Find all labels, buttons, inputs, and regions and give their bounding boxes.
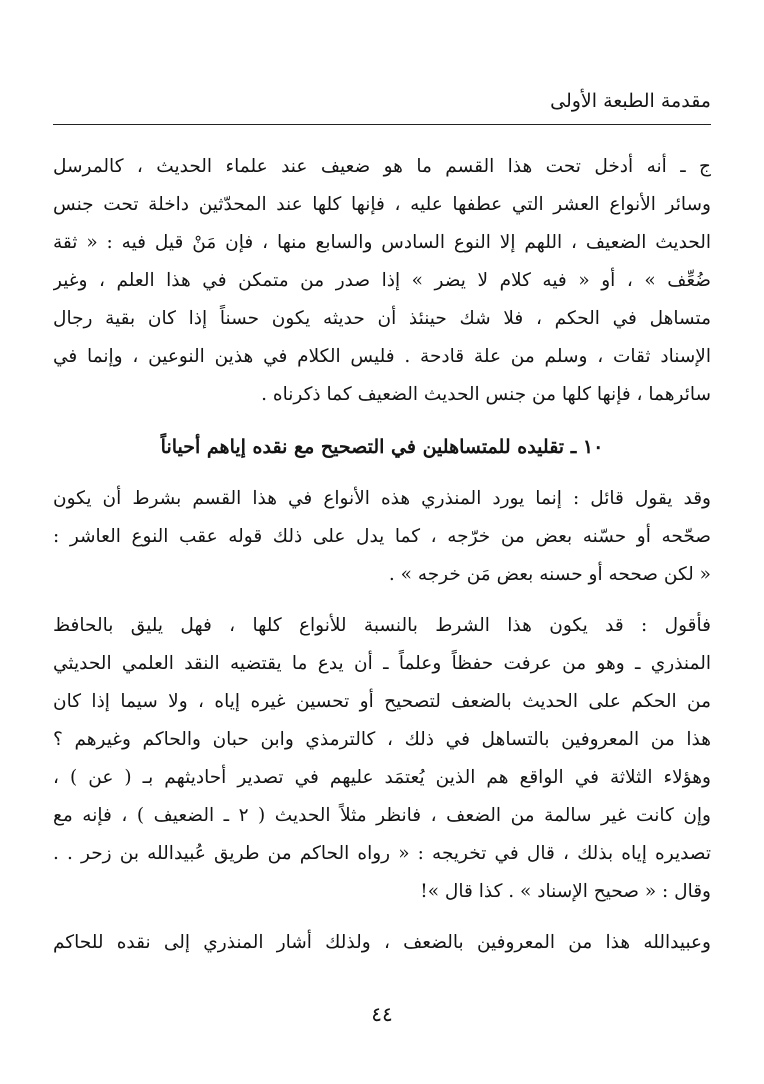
text-line: ضُعِّف » ، أو « فيه كلام لا يضر » إذا صدر من متمكن في هذا العلم ، وغير xyxy=(53,270,711,291)
text-line: وإن كانت غير سالمة من الضعف ، فانظر مثلاً الحديث ( ٢ ـ الضعيف ) ، فإنه مع xyxy=(53,805,711,826)
paragraph-3 xyxy=(53,607,711,911)
text-line: وسائر الأنواع العشر التي عطفها عليه ، فإنها كلها عند المحدّثين داخلة تحت جنس xyxy=(53,194,711,215)
paragraph-4 xyxy=(53,924,711,962)
page-body xyxy=(53,148,711,962)
text-line: وعبيدالله هذا من المعروفين بالضعف ، ولذلك أشار المنذري إلى نقده للحاكم xyxy=(53,932,711,953)
text-line: ج ـ أنه أدخل تحت هذا القسم ما هو ضعيف عند علماء الحديث ، كالمرسل xyxy=(53,156,711,177)
section-heading: ١٠ ـ تقليده للمتساهلين في التصحيح مع نقده إياهم أحياناً xyxy=(160,436,604,458)
text-line: متساهل في الحكم ، فلا شك حينئذ أن حديثه يكون حسناً إذا كان بقية رجال xyxy=(53,308,711,329)
paragraph-1 xyxy=(53,148,711,414)
text-line: وقد يقول قائل : إنما يورد المنذري هذه الأنواع في هذا القسم بشرط أن يكون xyxy=(53,488,711,509)
text-line: هذا من المعروفين بالتساهل في ذلك ، كالترمذي وابن حبان والحاكم وغيرهم ؟ xyxy=(53,729,711,750)
text-line: سائرهما ، فإنها كلها من جنس الحديث الضعيف كما ذكرناه . xyxy=(261,384,711,405)
text-line: صحّحه أو حسّنه بعض من خرّجه ، كما يدل على ذلك قوله عقب النوع العاشر : xyxy=(53,526,711,547)
text-line: تصديره إياه بذلك ، قال في تخريجه : « رواه الحاكم من طريق عُبيدالله بن زحر . . xyxy=(53,843,711,864)
text-line: وقال : « صحيح الإسناد » . كذا قال »! xyxy=(420,881,711,902)
page-number: ٤٤ xyxy=(371,1002,393,1026)
text-line: وهؤلاء الثلاثة في الواقع هم الذين يُعتمَد عليهم في تصدير أحاديثهم بـ ( عن ) ، xyxy=(53,767,711,788)
text-line: الإسناد ثقات ، وسلم من علة قادحة . فليس الكلام في هذين النوعين ، وإنما في xyxy=(53,346,711,367)
text-line: فأقول : قد يكون هذا الشرط بالنسبة للأنواع كلها ، فهل يليق بالحافظ xyxy=(53,615,711,636)
header-rule xyxy=(53,124,711,125)
paragraph-2 xyxy=(53,480,711,594)
text-line: من الحكم على الحديث بالضعف لتصحيح أو تحسين غيره إياه ، ولا سيما إذا كان xyxy=(53,691,711,712)
text-line: المنذري ـ وهو من عرفت حفظاً وعلماً ـ أن يدع ما يقتضيه النقد العلمي الحديثي xyxy=(53,653,711,674)
running-head: مقدمة الطبعة الأولى xyxy=(550,90,711,112)
text-line: « لكن صححه أو حسنه بعض مَن خرجه » . xyxy=(388,564,711,585)
text-line: الحديث الضعيف ، اللهم إلا النوع السادس والسابع منها ، فإن مَنْ قيل فيه : « ثقة xyxy=(53,232,711,253)
